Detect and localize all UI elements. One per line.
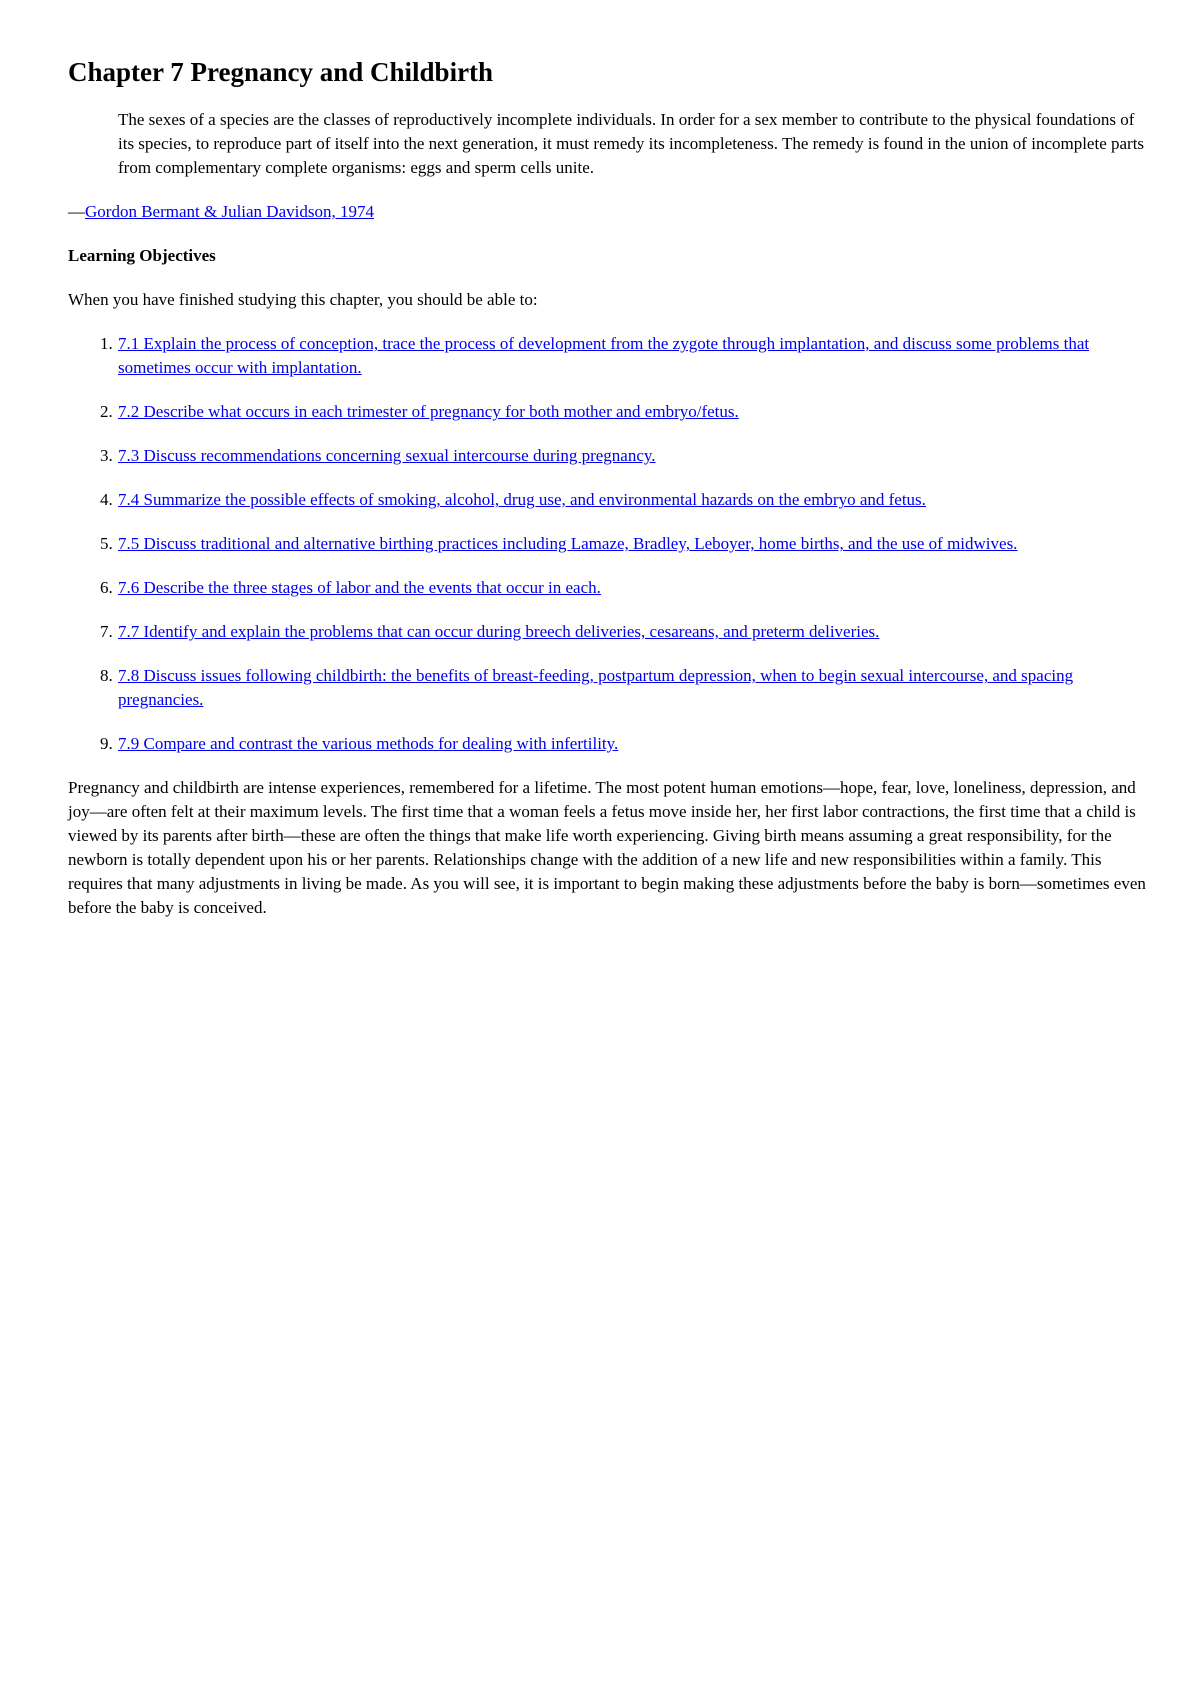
objective-link-7-1[interactable]: 7.1 Explain the process of conception, trace the process of development from the zygote through implantation, and discuss some problems that sometimes occur with implantation. <box>118 334 1090 378</box>
objective-link-7-8[interactable]: 7.8 Discuss issues following childbirth: the benefits of breast-feeding, postpartum depression, when to begin sexual intercourse, and spacing pregnancies. <box>118 666 1074 710</box>
epigraph-quote: The sexes of a species are the classes of reproductively incomplete individuals. In order for a sex member to contribute to the physical foundations of its species, to reproduce part of itself into the next generation, it must remedy its incompleteness. The remedy is found in the union of incomplete parts from complementary complete organisms: eggs and sperm cells unite. <box>118 110 1145 178</box>
objective-link-7-4[interactable]: 7.4 Summarize the possible effects of smoking, alcohol, drug use, and environmental hazards on the embryo and fetus. <box>118 490 926 510</box>
body-paragraph: Pregnancy and childbirth are intense experiences, remembered for a lifetime. The most potent human emotions—hope, fear, love, loneliness, depression, and joy—are often felt at their maximum levels. The first time that a woman feels a fetus move inside her, her first labor contractions, the first time that a child is viewed by its parents after birth—these are often the things that make life worth experiencing. Giving birth means assuming a great responsibility, for the newborn is totally dependent upon his or her parents. Relationships change with the addition of a new life and new responsibilities within a family. This requires that many adjustments in living be made. As you will see, it is important to begin making these adjustments before the baby is born—sometimes even before the baby is conceived. <box>68 778 1146 918</box>
attribution-dash: — <box>68 202 85 222</box>
objective-link-7-6[interactable]: 7.6 Describe the three stages of labor and the events that occur in each. <box>118 578 601 598</box>
objective-item <box>117 532 1150 556</box>
objectives-list <box>68 332 1150 756</box>
objectives-heading: Learning Objectives <box>68 246 216 266</box>
objective-item <box>117 332 1150 380</box>
objectives-intro: When you have finished studying this chapter, you should be able to: <box>68 290 538 310</box>
objective-item <box>117 664 1150 712</box>
objective-link-7-2[interactable]: 7.2 Describe what occurs in each trimester of pregnancy for both mother and embryo/fetus. <box>118 402 739 422</box>
objective-link-7-9[interactable]: 7.9 Compare and contrast the various methods for dealing with infertility. <box>118 734 619 754</box>
objective-item <box>117 732 1150 756</box>
objective-item <box>117 620 1150 644</box>
objective-item <box>117 444 1150 468</box>
document-page <box>68 56 1150 920</box>
epigraph-attribution <box>68 200 1150 224</box>
objective-link-7-3[interactable]: 7.3 Discuss recommendations concerning sexual intercourse during pregnancy. <box>118 446 656 466</box>
attribution-link[interactable]: Gordon Bermant & Julian Davidson, 1974 <box>85 202 374 222</box>
chapter-title: Chapter 7 Pregnancy and Childbirth <box>68 57 494 87</box>
objective-item <box>117 488 1150 512</box>
objective-item <box>117 400 1150 424</box>
objective-link-7-7[interactable]: 7.7 Identify and explain the problems that can occur during breech deliveries, cesareans, and preterm deliveries. <box>118 622 880 642</box>
objective-link-7-5[interactable]: 7.5 Discuss traditional and alternative birthing practices including Lamaze, Bradley, Leboyer, home births, and the use of midwives. <box>118 534 1018 554</box>
objective-item <box>117 576 1150 600</box>
